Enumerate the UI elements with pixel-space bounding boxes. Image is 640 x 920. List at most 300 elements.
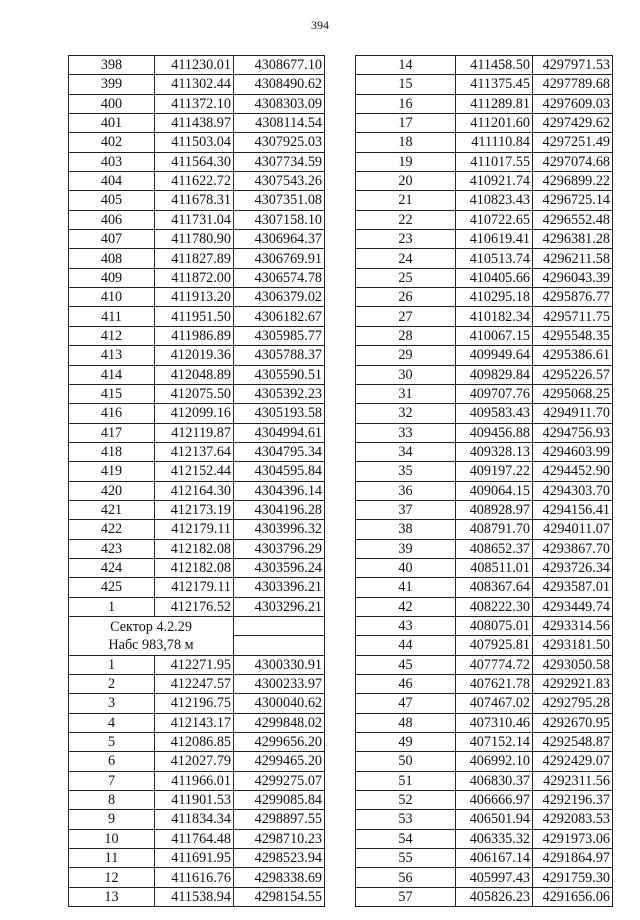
x-coordinate: 405826.23 [456,887,533,906]
point-number: 405 [69,191,155,210]
y-coordinate: 4296725.14 [533,191,613,210]
x-coordinate: 411289.81 [456,94,533,113]
point-number: 412 [69,326,155,345]
point-number: 52 [356,791,456,810]
point-number: 8 [69,791,155,810]
y-coordinate: 4296211.58 [533,249,613,268]
point-number: 26 [356,288,456,307]
sector-header-cell [69,616,234,655]
table-row [356,404,613,423]
point-number: 23 [356,230,456,249]
y-coordinate: 4305193.58 [234,404,325,423]
point-number: 400 [69,94,155,113]
y-coordinate: 4291973.06 [533,829,613,848]
table-row [356,713,613,732]
table-row [69,210,325,229]
point-number: 404 [69,172,155,191]
point-number: 36 [356,481,456,500]
point-number: 422 [69,520,155,539]
point-number: 55 [356,849,456,868]
table-row [69,539,325,558]
table-row [69,307,325,326]
y-coordinate: 4307158.10 [234,210,325,229]
table-row [69,152,325,171]
table-row [69,733,325,752]
point-number: 5 [69,733,155,752]
table-row [356,500,613,519]
y-coordinate: 4298897.55 [234,810,325,829]
x-coordinate: 412182.08 [155,558,234,577]
x-coordinate: 408652.37 [456,539,533,558]
y-coordinate: 4296552.48 [533,210,613,229]
y-coordinate: 4292548.87 [533,733,613,752]
x-coordinate: 411966.01 [155,771,234,790]
point-number: 423 [69,539,155,558]
x-coordinate: 412143.17 [155,713,234,732]
y-coordinate: 4299848.02 [234,713,325,732]
x-coordinate: 412247.57 [155,675,234,694]
x-coordinate: 411372.10 [155,94,234,113]
table-row [69,114,325,133]
table-row [356,114,613,133]
y-coordinate: 4294911.70 [533,404,613,423]
x-coordinate: 411438.97 [155,114,234,133]
y-coordinate: 4293726.34 [533,558,613,577]
x-coordinate: 410513.74 [456,249,533,268]
y-coordinate: 4296899.22 [533,172,613,191]
x-coordinate: 412176.52 [155,597,234,616]
y-coordinate: 4294303.70 [533,481,613,500]
x-coordinate: 406335.32 [456,829,533,848]
point-number: 46 [356,675,456,694]
point-number: 54 [356,829,456,848]
table-row [356,288,613,307]
y-coordinate: 4304396.14 [234,481,325,500]
table-row [69,326,325,345]
table-row [69,675,325,694]
table-row [69,887,325,906]
table-row [356,230,613,249]
table-row [356,733,613,752]
x-coordinate: 409456.88 [456,423,533,442]
x-coordinate: 408928.97 [456,500,533,519]
point-number: 3 [69,694,155,713]
x-coordinate: 411913.20 [155,288,234,307]
x-coordinate: 410295.18 [456,288,533,307]
point-number: 407 [69,230,155,249]
y-coordinate: 4294011.07 [533,520,613,539]
x-coordinate: 412182.08 [155,539,234,558]
y-coordinate: 4298523.94 [234,849,325,868]
table-row [356,307,613,326]
left-table-body-a [69,56,325,617]
y-coordinate: 4306574.78 [234,268,325,287]
x-coordinate: 407774.72 [456,655,533,674]
table-row [69,500,325,519]
y-coordinate: 4295548.35 [533,326,613,345]
table-row [69,462,325,481]
point-number: 47 [356,694,456,713]
point-number: 28 [356,326,456,345]
x-coordinate: 409583.43 [456,404,533,423]
table-row [69,868,325,887]
table-row [69,249,325,268]
table-row [356,462,613,481]
y-coordinate: 4292795.28 [533,694,613,713]
y-coordinate: 4308490.62 [234,75,325,94]
point-number: 399 [69,75,155,94]
table-row [356,56,613,75]
point-number: 415 [69,384,155,403]
x-coordinate: 412048.89 [155,365,234,384]
table-row [69,849,325,868]
x-coordinate: 406992.10 [456,752,533,771]
table-row [69,481,325,500]
y-coordinate: 4293181.50 [533,636,613,655]
y-coordinate: 4294756.93 [533,423,613,442]
x-coordinate: 411110.84 [456,133,533,152]
x-coordinate: 407152.14 [456,733,533,752]
y-coordinate: 4305590.51 [234,365,325,384]
table-row [69,558,325,577]
x-coordinate: 411764.48 [155,829,234,848]
table-row [69,384,325,403]
y-coordinate: 4298710.23 [234,829,325,848]
table-row [69,597,325,616]
x-coordinate: 412099.16 [155,404,234,423]
sector-height: Набс 983,78 м [108,636,194,653]
point-number: 19 [356,152,456,171]
x-coordinate: 411827.89 [155,249,234,268]
x-coordinate: 409064.15 [456,481,533,500]
point-number: 10 [69,829,155,848]
point-number: 420 [69,481,155,500]
table-row [356,655,613,674]
x-coordinate: 406167.14 [456,849,533,868]
table-row [356,694,613,713]
x-coordinate: 412271.95 [155,655,234,674]
x-coordinate: 411564.30 [155,152,234,171]
point-number: 12 [69,868,155,887]
table-row [69,346,325,365]
point-number: 6 [69,752,155,771]
y-coordinate: 4308677.10 [234,56,325,75]
x-coordinate: 412086.85 [155,733,234,752]
point-number: 31 [356,384,456,403]
point-number: 424 [69,558,155,577]
table-row [356,249,613,268]
point-number: 18 [356,133,456,152]
y-coordinate: 4292429.07 [533,752,613,771]
y-coordinate: 4303296.21 [234,597,325,616]
x-coordinate: 407467.02 [456,694,533,713]
table-row [356,752,613,771]
table-row [356,868,613,887]
table-row [356,423,613,442]
table-row [69,520,325,539]
table-row [69,56,325,75]
table-row [356,791,613,810]
point-number: 56 [356,868,456,887]
table-row [356,94,613,113]
point-number: 33 [356,423,456,442]
y-coordinate: 4297074.68 [533,152,613,171]
y-coordinate: 4307351.08 [234,191,325,210]
x-coordinate: 410405.66 [456,268,533,287]
x-coordinate: 411302.44 [155,75,234,94]
point-number: 7 [69,771,155,790]
y-coordinate: 4303996.32 [234,520,325,539]
y-coordinate: 4293867.70 [533,539,613,558]
y-coordinate: 4291864.97 [533,849,613,868]
table-row [69,288,325,307]
x-coordinate: 411503.04 [155,133,234,152]
table-row [69,771,325,790]
y-coordinate: 4295711.75 [533,307,613,326]
point-number: 418 [69,442,155,461]
point-number: 425 [69,578,155,597]
y-coordinate: 4306964.37 [234,230,325,249]
table-row [356,849,613,868]
x-coordinate: 411458.50 [456,56,533,75]
point-number: 411 [69,307,155,326]
y-coordinate: 4293050.58 [533,655,613,674]
point-number: 50 [356,752,456,771]
x-coordinate: 408222.30 [456,597,533,616]
x-coordinate: 406501.94 [456,810,533,829]
table-row [356,520,613,539]
point-number: 421 [69,500,155,519]
left-table-body-b [69,655,325,906]
y-coordinate: 4295226.57 [533,365,613,384]
left-coordinates-table [68,55,325,907]
y-coordinate: 4295068.25 [533,384,613,403]
y-coordinate: 4306182.67 [234,307,325,326]
y-coordinate: 4293449.74 [533,597,613,616]
x-coordinate: 408791.70 [456,520,533,539]
x-coordinate: 406666.97 [456,791,533,810]
y-coordinate: 4305985.77 [234,326,325,345]
table-row [356,172,613,191]
table-row [356,191,613,210]
point-number: 57 [356,887,456,906]
table-row [356,558,613,577]
point-number: 37 [356,500,456,519]
point-number: 13 [69,887,155,906]
point-number: 22 [356,210,456,229]
x-coordinate: 408075.01 [456,616,533,635]
table-row [356,384,613,403]
table-row [69,268,325,287]
y-coordinate: 4293314.56 [533,616,613,635]
x-coordinate: 411230.01 [155,56,234,75]
y-coordinate: 4300040.62 [234,694,325,713]
table-row [356,365,613,384]
y-coordinate: 4292083.53 [533,810,613,829]
y-coordinate: 4308303.09 [234,94,325,113]
point-number: 21 [356,191,456,210]
x-coordinate: 406830.37 [456,771,533,790]
table-row [69,655,325,674]
point-number: 42 [356,597,456,616]
y-coordinate: 4297789.68 [533,75,613,94]
x-coordinate: 405997.43 [456,868,533,887]
table-row [356,442,613,461]
table-row [356,616,613,635]
x-coordinate: 412179.11 [155,578,234,597]
table-row [356,152,613,171]
point-number: 44 [356,636,456,655]
y-coordinate: 4292670.95 [533,713,613,732]
table-row [356,75,613,94]
y-coordinate: 4297429.62 [533,114,613,133]
y-coordinate: 4294156.41 [533,500,613,519]
y-coordinate: 4291656.06 [533,887,613,906]
y-coordinate: 4307543.26 [234,172,325,191]
y-coordinate: 4292311.56 [533,771,613,790]
right-table-body [356,56,613,907]
point-number: 406 [69,210,155,229]
point-number: 39 [356,539,456,558]
x-coordinate: 411986.89 [155,326,234,345]
x-coordinate: 411622.72 [155,172,234,191]
y-coordinate: 4294452.90 [533,462,613,481]
table-row [356,887,613,906]
point-number: 17 [356,114,456,133]
point-number: 1 [69,597,155,616]
sector-empty-cell [234,616,325,635]
x-coordinate: 411951.50 [155,307,234,326]
point-number: 403 [69,152,155,171]
y-coordinate: 4299275.07 [234,771,325,790]
x-coordinate: 410619.41 [456,230,533,249]
y-coordinate: 4292196.37 [533,791,613,810]
x-coordinate: 410067.15 [456,326,533,345]
point-number: 40 [356,558,456,577]
table-row [356,829,613,848]
sector-title: Сектор 4.2.29 [110,618,192,635]
y-coordinate: 4303396.21 [234,578,325,597]
point-number: 24 [356,249,456,268]
y-coordinate: 4303596.24 [234,558,325,577]
table-row [356,346,613,365]
point-number: 1 [69,655,155,674]
table-row [356,675,613,694]
table-row [69,423,325,442]
point-number: 48 [356,713,456,732]
point-number: 29 [356,346,456,365]
point-number: 20 [356,172,456,191]
x-coordinate: 409328.13 [456,442,533,461]
x-coordinate: 407621.78 [456,675,533,694]
x-coordinate: 411691.95 [155,849,234,868]
x-coordinate: 409829.84 [456,365,533,384]
x-coordinate: 412019.36 [155,346,234,365]
x-coordinate: 411780.90 [155,230,234,249]
y-coordinate: 4297251.49 [533,133,613,152]
y-coordinate: 4296381.28 [533,230,613,249]
table-row [69,94,325,113]
x-coordinate: 412119.87 [155,423,234,442]
table-row [69,133,325,152]
point-number: 419 [69,462,155,481]
x-coordinate: 411616.76 [155,868,234,887]
table-row [356,268,613,287]
table-row [356,597,613,616]
point-number: 35 [356,462,456,481]
sector-empty-cell [234,636,325,655]
point-number: 2 [69,675,155,694]
x-coordinate: 409949.64 [456,346,533,365]
y-coordinate: 4304795.34 [234,442,325,461]
sector-header [69,616,325,655]
table-row [356,539,613,558]
table-row [69,172,325,191]
x-coordinate: 412173.19 [155,500,234,519]
table-row [356,133,613,152]
table-row [356,810,613,829]
y-coordinate: 4308114.54 [234,114,325,133]
y-coordinate: 4299465.20 [234,752,325,771]
x-coordinate: 408511.01 [456,558,533,577]
table-row [69,578,325,597]
sector-header-row [69,616,325,635]
point-number: 32 [356,404,456,423]
x-coordinate: 411678.31 [155,191,234,210]
point-number: 30 [356,365,456,384]
y-coordinate: 4303796.29 [234,539,325,558]
y-coordinate: 4306769.91 [234,249,325,268]
table-row [69,404,325,423]
point-number: 43 [356,616,456,635]
table-row [356,481,613,500]
y-coordinate: 4305788.37 [234,346,325,365]
point-number: 401 [69,114,155,133]
point-number: 51 [356,771,456,790]
x-coordinate: 411017.55 [456,152,533,171]
table-row [69,191,325,210]
table-row [69,810,325,829]
x-coordinate: 412152.44 [155,462,234,481]
x-coordinate: 412075.50 [155,384,234,403]
y-coordinate: 4304595.84 [234,462,325,481]
table-row [69,752,325,771]
table-row [356,578,613,597]
table-row [356,326,613,345]
y-coordinate: 4297609.03 [533,94,613,113]
x-coordinate: 412179.11 [155,520,234,539]
point-number: 15 [356,75,456,94]
y-coordinate: 4297971.53 [533,56,613,75]
x-coordinate: 410722.65 [456,210,533,229]
y-coordinate: 4304196.28 [234,500,325,519]
y-coordinate: 4293587.01 [533,578,613,597]
x-coordinate: 412196.75 [155,694,234,713]
table-row [69,442,325,461]
point-number: 14 [356,56,456,75]
x-coordinate: 410921.74 [456,172,533,191]
table-row [69,791,325,810]
point-number: 49 [356,733,456,752]
y-coordinate: 4300330.91 [234,655,325,674]
y-coordinate: 4294603.99 [533,442,613,461]
point-number: 414 [69,365,155,384]
point-number: 16 [356,94,456,113]
table-row [69,713,325,732]
point-number: 416 [69,404,155,423]
point-number: 413 [69,346,155,365]
x-coordinate: 407310.46 [456,713,533,732]
